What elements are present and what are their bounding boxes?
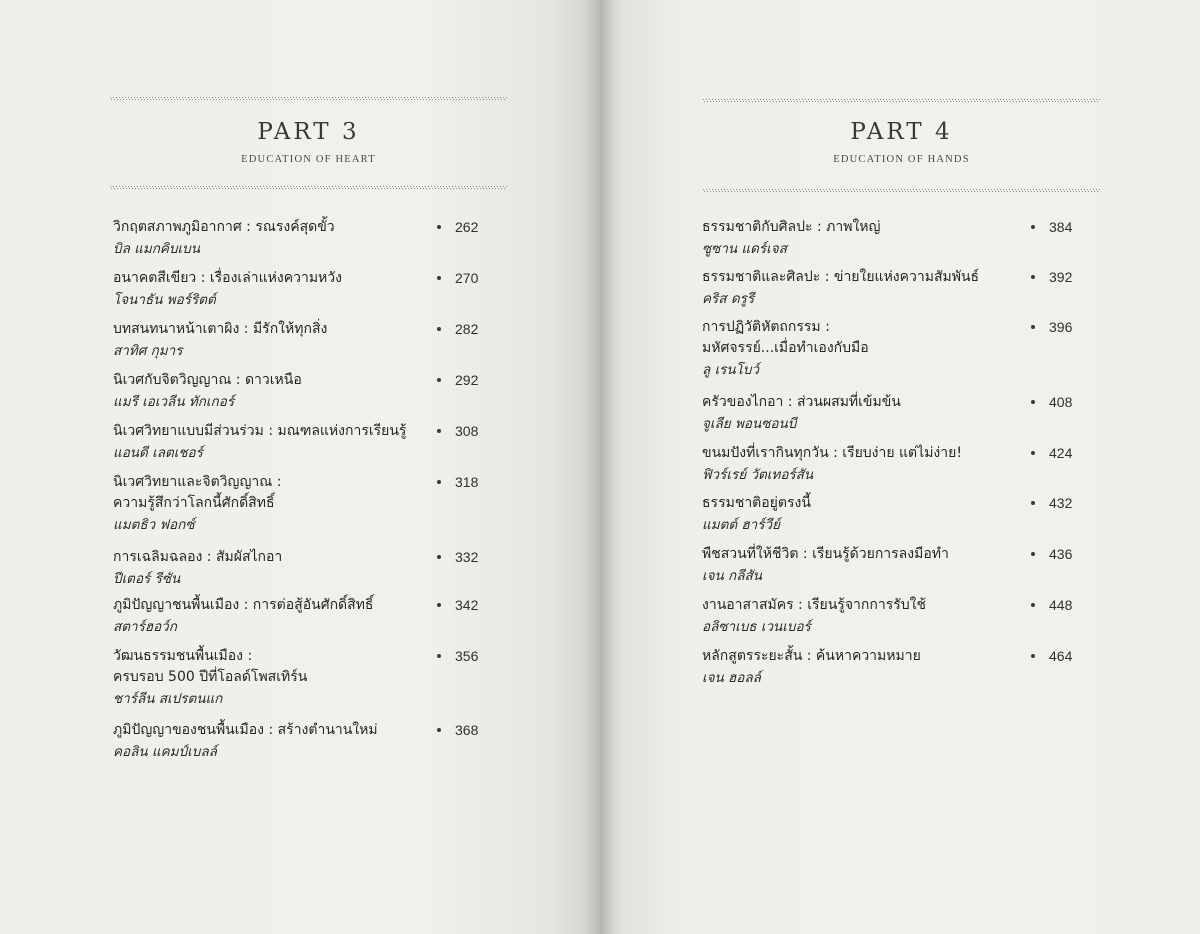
- entry-author: สตาร์ฮอว์ก: [113, 619, 177, 635]
- entry-title: การเฉลิมฉลอง : สัมผัสไกอา: [113, 549, 283, 565]
- entry-page: [437, 720, 478, 741]
- entry-page-number: 448: [1049, 597, 1073, 613]
- entry-page: [437, 268, 478, 289]
- entry-author: สาทิศ กุมาร: [113, 343, 183, 359]
- entry-page: [1031, 317, 1072, 338]
- table-of-contents: [702, 0, 1082, 934]
- entry-author: อลิซาเบธ เวนเบอร์: [702, 619, 811, 635]
- toc-entry: [702, 493, 1082, 536]
- entry-page-number: 464: [1049, 648, 1073, 664]
- entry-page-number: 318: [455, 474, 479, 490]
- entry-author: ซูซาน แดร์เจส: [702, 241, 787, 257]
- part-title: PART 3: [257, 119, 360, 145]
- entry-page-number: 342: [455, 597, 479, 613]
- entry-author: จูเลีย พอนซอนบี: [702, 416, 797, 432]
- bullet-dot: [437, 225, 441, 229]
- bullet-dot: [1031, 552, 1035, 556]
- entry-author: โจนาธัน พอร์ริตต์: [113, 292, 216, 308]
- bullet-dot: [437, 603, 441, 607]
- entry-title: นิเวศวิทยาแบบมีส่วนร่วม : มณฑลแห่งการเรียนรู้: [113, 423, 407, 439]
- bullet-dot: [437, 654, 441, 658]
- entry-author: ลู เรนโบว์: [702, 362, 760, 378]
- entry-author: แมตธิว ฟอกซ์: [113, 517, 195, 533]
- entry-page: [1031, 544, 1072, 565]
- toc-entry: [113, 646, 483, 710]
- entry-author: คริส ดรูรี: [702, 291, 755, 307]
- toc-entry: [113, 421, 483, 464]
- table-of-contents: [113, 0, 483, 934]
- entry-author: แมตต์ ฮาร์วีย์: [702, 517, 780, 533]
- bullet-dot: [1031, 325, 1035, 329]
- entry-author: เจน ฮอลล์: [702, 670, 761, 686]
- entry-title: นิเวศวิทยาและจิตวิญญาณ :: [113, 474, 282, 490]
- bullet-dot: [1031, 603, 1035, 607]
- entry-author: ปีเตอร์ รีซัน: [113, 571, 181, 587]
- entry-page: [437, 646, 478, 667]
- bullet-dot: [437, 429, 441, 433]
- toc-entry: [702, 595, 1082, 638]
- toc-entry: [702, 544, 1082, 587]
- bullet-dot: [1031, 275, 1035, 279]
- entry-title: ขนมปังที่เรากินทุกวัน : เรียบง่าย แต่ไม่ง่าย!: [702, 445, 962, 461]
- entry-title-continued: ครบรอบ 500 ปีที่โอลด์โพสเทิร์น: [113, 669, 308, 685]
- entry-title: พืชสวนที่ให้ชีวิต : เรียนรู้ด้วยการลงมือทำ: [702, 546, 949, 562]
- entry-title: ธรรมชาติอยู่ตรงนี้: [702, 495, 811, 511]
- bullet-dot: [1031, 501, 1035, 505]
- toc-entry: [113, 268, 483, 311]
- entry-title: ภูมิปัญญาของชนพื้นเมือง : สร้างตำนานใหม่: [113, 722, 378, 738]
- entry-author: แอนดี เลตเชอร์: [113, 445, 203, 461]
- toc-entry: [113, 595, 483, 638]
- entry-title: วิกฤตสภาพภูมิอากาศ : รณรงค์สุดขั้ว: [113, 219, 335, 235]
- entry-page: [437, 595, 478, 616]
- entry-page-number: 308: [455, 423, 479, 439]
- entry-page: [1031, 392, 1072, 413]
- toc-entry: [113, 217, 483, 260]
- entry-author: เจน กลีสัน: [702, 568, 762, 584]
- entry-page-number: 424: [1049, 445, 1073, 461]
- entry-page: [1031, 267, 1072, 288]
- entry-page: [437, 319, 478, 340]
- entry-page: [1031, 493, 1072, 514]
- entry-page-number: 436: [1049, 546, 1073, 562]
- bullet-dot: [437, 327, 441, 331]
- entry-title: ครัวของไกอา : ส่วนผสมที่เข้มข้น: [702, 394, 901, 410]
- bullet-dot: [1031, 451, 1035, 455]
- entry-title: หลักสูตรระยะสั้น : ค้นหาความหมาย: [702, 648, 921, 664]
- entry-author: คอลิน แคมป์เบลล์: [113, 744, 217, 760]
- entry-page-number: 392: [1049, 269, 1073, 285]
- entry-title: วัฒนธรรมชนพื้นเมือง :: [113, 648, 253, 664]
- entry-page-number: 332: [455, 549, 479, 565]
- toc-entry: [702, 267, 1082, 310]
- toc-entry: [113, 547, 483, 590]
- entry-title: ธรรมชาติกับศิลปะ : ภาพใหญ่: [702, 219, 881, 235]
- entry-title: อนาคตสีเขียว : เรื่องเล่าแห่งความหวัง: [113, 270, 342, 286]
- entry-title: งานอาสาสมัคร : เรียนรู้จากการรับใช้: [702, 597, 926, 613]
- toc-entry: [113, 370, 483, 413]
- entry-author: ชาร์ลีน สเปรตนแก: [113, 691, 223, 707]
- entry-page-number: 270: [455, 270, 479, 286]
- entry-page-number: 368: [455, 722, 479, 738]
- bullet-dot: [437, 555, 441, 559]
- entry-page: [1031, 443, 1072, 464]
- entry-title-continued: มหัศจรรย์...เมื่อทำเองกับมือ: [702, 340, 869, 356]
- entry-page-number: 292: [455, 372, 479, 388]
- bullet-dot: [437, 480, 441, 484]
- bullet-dot: [1031, 400, 1035, 404]
- entry-page: [1031, 217, 1072, 238]
- entry-page: [1031, 646, 1072, 667]
- bullet-dot: [437, 378, 441, 382]
- toc-entry: [702, 317, 1082, 381]
- bullet-dot: [437, 728, 441, 732]
- toc-entry: [113, 720, 483, 763]
- toc-entry: [702, 217, 1082, 260]
- entry-page-number: 356: [455, 648, 479, 664]
- bullet-dot: [437, 276, 441, 280]
- part-title: PART 4: [850, 119, 953, 145]
- entry-page: [437, 370, 478, 391]
- entry-page: [437, 421, 478, 442]
- toc-entry: [113, 472, 483, 536]
- entry-title: ภูมิปัญญาชนพื้นเมือง : การต่อสู้อันศักดิ์สิทธิ์: [113, 597, 374, 613]
- entry-page: [437, 472, 478, 493]
- toc-entry: [113, 319, 483, 362]
- entry-page-number: 408: [1049, 394, 1073, 410]
- entry-title-continued: ความรู้สึกว่าโลกนี้ศักดิ์สิทธิ์: [113, 495, 275, 511]
- bullet-dot: [1031, 225, 1035, 229]
- part-subtitle: EDUCATION OF HEART: [241, 154, 376, 165]
- entry-author: แมรี เอเวลีน ทักเกอร์: [113, 394, 235, 410]
- toc-entry: [702, 443, 1082, 486]
- entry-title: บทสนทนาหน้าเตาผิง : มีรักให้ทุกสิ่ง: [113, 321, 328, 337]
- entry-title: การปฏิวัติหัตถกรรม :: [702, 319, 830, 335]
- entry-page-number: 432: [1049, 495, 1073, 511]
- toc-entry: [702, 646, 1082, 689]
- entry-title: นิเวศกับจิตวิญญาณ : ดาวเหนือ: [113, 372, 302, 388]
- entry-page: [1031, 595, 1072, 616]
- entry-title: ธรรมชาติและศิลปะ : ข่ายใยแห่งความสัมพันธ์: [702, 269, 980, 285]
- right-page: [600, 0, 1200, 934]
- entry-page-number: 396: [1049, 319, 1073, 335]
- entry-author: ฟิวร์เรย์ วัตเทอร์สัน: [702, 467, 814, 483]
- bullet-dot: [1031, 654, 1035, 658]
- entry-author: บิล แมกคิบเบน: [113, 241, 200, 257]
- entry-page: [437, 217, 478, 238]
- entry-page: [437, 547, 478, 568]
- part-subtitle: EDUCATION OF HANDS: [833, 154, 970, 165]
- entry-page-number: 262: [455, 219, 479, 235]
- toc-entry: [702, 392, 1082, 435]
- entry-page-number: 282: [455, 321, 479, 337]
- entry-page-number: 384: [1049, 219, 1073, 235]
